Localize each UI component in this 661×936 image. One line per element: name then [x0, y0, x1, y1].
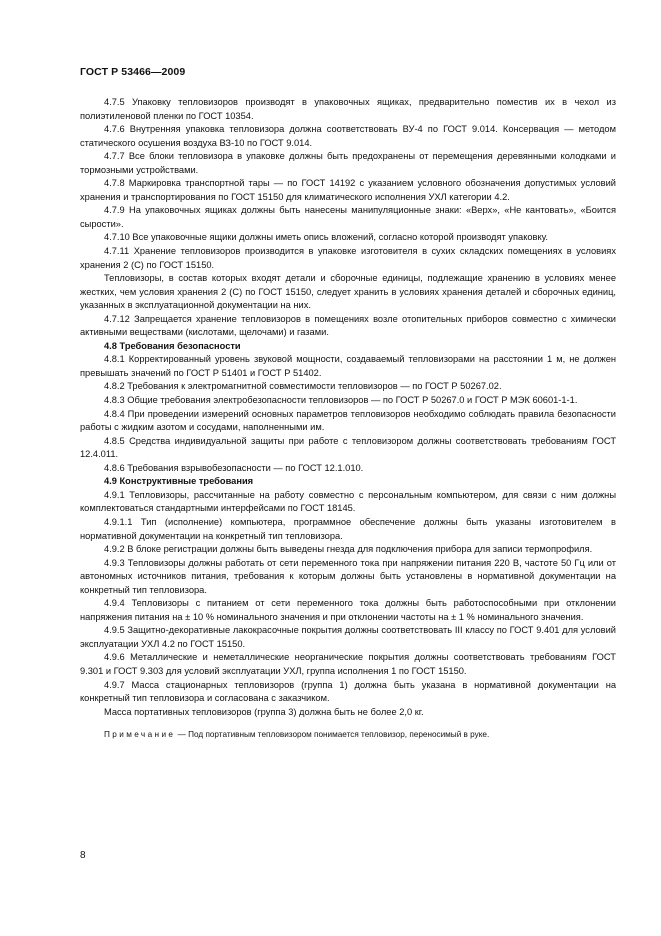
paragraph-4-9-5: 4.9.5 Защитно-декоративные лакокрасочные покрытия должны соответствовать III классу по ГОСТ 9.401 для условий эксплуатации УХЛ 4.2 по ГОСТ 15150.	[80, 625, 616, 649]
paragraph-4-7-12: 4.7.12 Запрещается хранение тепловизоров в помещениях возле отопительных приборов совместно с химически активными веществами (кислотами, щелочами) и газами.	[80, 313, 616, 338]
section-heading-4-9: 4.9 Конструктивные требования	[104, 476, 254, 487]
document-header: ГОСТ Р 53466—2009	[80, 66, 186, 78]
paragraph-4-9-7-continued: Масса портативных тепловизоров (группа 3) должна быть не более 2,0 кг.	[104, 706, 424, 717]
paragraph-4-9-1: 4.9.1 Тепловизоры, рассчитанные на работу совместно с персональным компьютером, для связи с ним должны комплектоваться стандартными интерфейсами по ГОСТ 18145.	[80, 489, 616, 514]
paragraph-4-7-5: 4.7.5 Упаковку тепловизоров производят в упаковочных ящиках, предварительно поместив их в чехол из полиэтиленовой пленки по ГОСТ 10354.	[80, 97, 616, 121]
paragraph-4-8-1: 4.8.1 Корректированный уровень звуковой мощности, создаваемый тепловизорами на расстоянии 1 м, не должен превышать значений по ГОСТ Р 51401 и ГОСТ Р 51402.	[80, 354, 616, 378]
paragraph-4-8-6: 4.8.6 Требования взрывобезопасности — по ГОСТ 12.1.010.	[104, 462, 364, 473]
paragraph-4-8-5: 4.8.5 Средства индивидуальной защиты при работе с тепловизором должны соответствовать требованиям ГОСТ 12.4.011.	[80, 435, 616, 460]
paragraph-4-9-1-1: 4.9.1.1 Тип (исполнение) компьютера, программное обеспечение должны быть указаны изготовителем в нормативной документации на конкретный тип тепловизора.	[80, 516, 616, 541]
paragraph-4-9-4: 4.9.4 Тепловизоры с питанием от сети переменного тока должны быть работоспособными при отклонении напряжения питания на ± 10 % номинального значения и при отклонении частоты на ± 1 % номинального значения.	[80, 598, 616, 622]
note-label: Примечание	[104, 730, 176, 740]
note-text: — Под портативным тепловизором понимается тепловизор, переносимый в руке.	[175, 730, 490, 740]
paragraph-4-7-9: 4.7.9 На упаковочных ящиках должны быть нанесены манипуляционные знаки: «Верх», «Не кантовать», «Боится сырости».	[80, 205, 616, 229]
paragraph-4-7-11-continued: Тепловизоры, в состав которых входят детали и сборочные единицы, подлежащие хранению в условиях менее жестких, чем условия хранения 2 (С) по ГОСТ 15150, следует хранить в условиях хранения деталей и сборочных единиц, указанных в эксплуатационной документации на них.	[80, 273, 616, 311]
page-number: 8	[80, 850, 86, 861]
document-body	[80, 96, 616, 741]
paragraph-4-9-3: 4.9.3 Тепловизоры должны работать от сети переменного тока при напряжении питания 220 В, частоте 50 Гц или от автономных источников питания, требования к которым должны быть установлены в нормативной документации на конкретный тип тепловизора.	[80, 557, 616, 595]
paragraph-4-7-11: 4.7.11 Хранение тепловизоров производится в упаковке изготовителя в сухих складских помещениях в условиях хранения 2 (С) по ГОСТ 15150.	[80, 246, 616, 270]
note	[80, 729, 616, 741]
paragraph-4-8-2: 4.8.2 Требования к электромагнитной совместимости тепловизоров — по ГОСТ Р 50267.02.	[104, 381, 502, 392]
paragraph-4-9-6: 4.9.6 Металлические и неметаллические неорганические покрытия должны соответствовать требованиям ГОСТ 9.301 и ГОСТ 9.303 для условий эксплуатации УХЛ, группа исполнения 1 по ГОСТ 15150.	[80, 652, 616, 676]
paragraph-4-8-3: 4.8.3 Общие требования электробезопасности тепловизоров — по ГОСТ Р 50267.0 и ГОСТ Р МЭК 60601-1-1.	[104, 395, 578, 406]
paragraph-4-9-7: 4.9.7 Масса стационарных тепловизоров (группа 1) должна быть указана в нормативной документации на конкретный тип тепловизора и согласована с заказчиком.	[80, 679, 616, 704]
section-heading-4-8: 4.8 Требования безопасности	[104, 340, 241, 351]
paragraph-4-7-7: 4.7.7 Все блоки тепловизора в упаковке должны быть предохранены от перемещения деревянными колодками и тормозными устройствами.	[80, 151, 616, 175]
paragraph-4-9-2: 4.9.2 В блоке регистрации должны быть выведены гнезда для подключения прибора для записи термопрофиля.	[104, 544, 593, 555]
paragraph-4-7-8: 4.7.8 Маркировка транспортной тары — по ГОСТ 14192 с указанием условного обозначения допустимых условий хранения и транспортирования по ГОСТ 15150 для климатического исполнения УХЛ категории 4.2.	[80, 178, 616, 202]
paragraph-4-7-10: 4.7.10 Все упаковочные ящики должны иметь опись вложений, согласно которой производят упаковку.	[104, 232, 548, 243]
paragraph-4-8-4: 4.8.4 При проведении измерений основных параметров тепловизоров необходимо соблюдать правила безопасности работы с жидким азотом и сосудами, наполненными им.	[80, 408, 616, 433]
paragraph-4-7-6: 4.7.6 Внутренняя упаковка тепловизора должна соответствовать ВУ-4 по ГОСТ 9.014. Консервация — методом статического осушения воздуха ВЗ-10 по ГОСТ 9.014.	[80, 124, 616, 148]
